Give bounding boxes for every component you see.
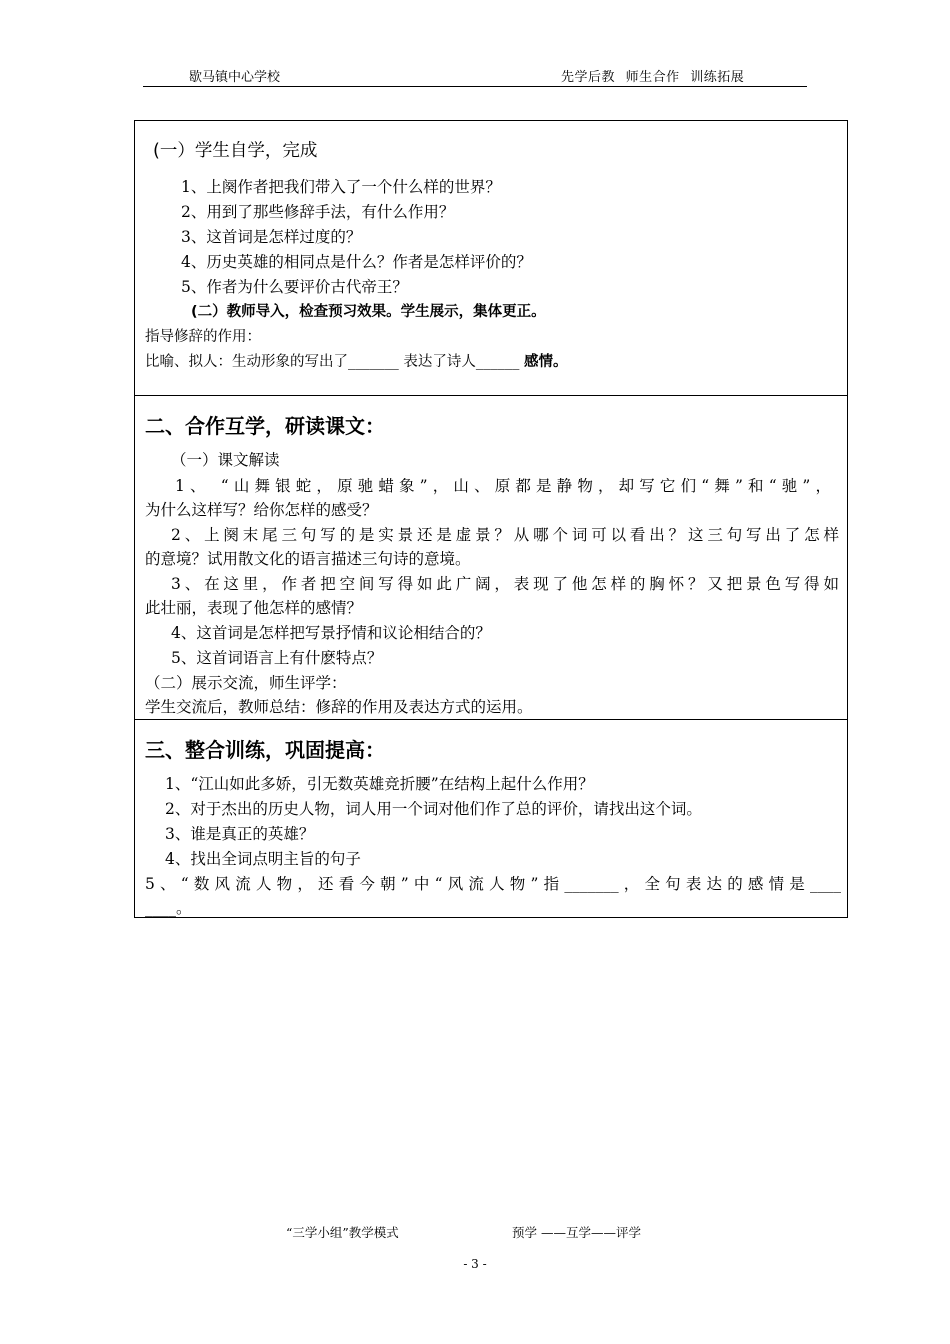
self-study-title: (一）学生自学，完成 bbox=[153, 141, 318, 161]
fill-blank-text: 比喻、拟人：生动形象的写出了_______ 表达了诗人______ bbox=[145, 354, 524, 370]
teaching-mode: “三学小组”教学模式 bbox=[286, 1225, 399, 1240]
header-motto: 先学后教 师生合作 训练拓展 bbox=[561, 70, 745, 85]
exchange-subtitle: （二）展示交流，师生评学： bbox=[145, 674, 347, 692]
question-item: 3、谁是真正的英雄？ bbox=[165, 825, 315, 843]
teaching-flow: 预学 ——互学——评学 bbox=[512, 1225, 641, 1240]
self-study-section bbox=[135, 121, 847, 396]
fill-blank-end: 感情。 bbox=[523, 354, 568, 370]
question-item: 3、在这里，作者把空间写得如此广阔，表现了他怎样的胸怀？又把景色写得如 bbox=[171, 575, 839, 593]
question-item: 5、这首词语言上有什麽特点？ bbox=[171, 649, 383, 667]
question-item: 5、“数风流人物，还看今朝”中“风流人物”指_______，全句表达的感情是____ bbox=[145, 875, 841, 893]
question-item-cont: ____。 bbox=[145, 899, 192, 917]
integrated-training-title: 三、整合训练，巩固提高： bbox=[145, 738, 385, 762]
question-item: 1、“江山如此多娇，引无数英雄竞折腰”在结构上起什么作用？ bbox=[165, 775, 594, 793]
question-item-cont: 的意境？试用散文化的语言描述三句诗的意境。 bbox=[145, 550, 471, 568]
question-item-cont: 为什么这样写？给你怎样的感受？ bbox=[145, 501, 378, 519]
question-item: 4、找出全词点明主旨的句子 bbox=[165, 850, 361, 868]
page-header bbox=[143, 66, 807, 87]
question-item: 4、历史英雄的相同点是什么？作者是怎样评价的？ bbox=[181, 253, 532, 271]
teacher-summary: 学生交流后，教师总结：修辞的作用及表达方式的运用。 bbox=[145, 698, 533, 716]
rhetoric-fill-blank bbox=[145, 350, 567, 371]
question-item: 3、这首词是怎样过度的？ bbox=[181, 228, 362, 246]
school-name: 歇马镇中心学校 bbox=[189, 70, 281, 85]
lesson-table bbox=[134, 120, 848, 918]
integrated-training-section bbox=[135, 720, 847, 919]
question-item: 5、作者为什么要评价古代帝王？ bbox=[181, 278, 408, 296]
page-number: - 3 - bbox=[463, 1257, 487, 1271]
question-item: 1、 “山舞银蛇，原驰蜡象”，山、原都是静物，却写它们“舞”和“驰”， bbox=[175, 477, 831, 495]
cooperative-study-section bbox=[135, 396, 847, 720]
question-item-cont: 此壮丽，表现了他怎样的感情？ bbox=[145, 599, 363, 617]
question-item: 1、上阕作者把我们带入了一个什么样的世界？ bbox=[181, 178, 501, 196]
teacher-intro-title: (二）教师导入，检查预习效果。学生展示，集体更正。 bbox=[191, 304, 546, 320]
question-item: 4、这首词是怎样把写景抒情和议论相结合的？ bbox=[171, 624, 491, 642]
cooperative-study-title: 二、合作互学，研读课文： bbox=[145, 414, 385, 438]
text-analysis-subtitle: （一）课文解读 bbox=[171, 451, 280, 469]
rhetoric-guide: 指导修辞的作用： bbox=[145, 329, 261, 345]
question-item: 2、上阕末尾三句写的是实景还是虚景？从哪个词可以看出？这三句写出了怎样 bbox=[171, 526, 839, 544]
question-item: 2、用到了那些修辞手法，有什么作用？ bbox=[181, 203, 455, 221]
question-item: 2、对于杰出的历史人物，词人用一个词对他们作了总的评价，请找出这个词。 bbox=[165, 800, 702, 818]
